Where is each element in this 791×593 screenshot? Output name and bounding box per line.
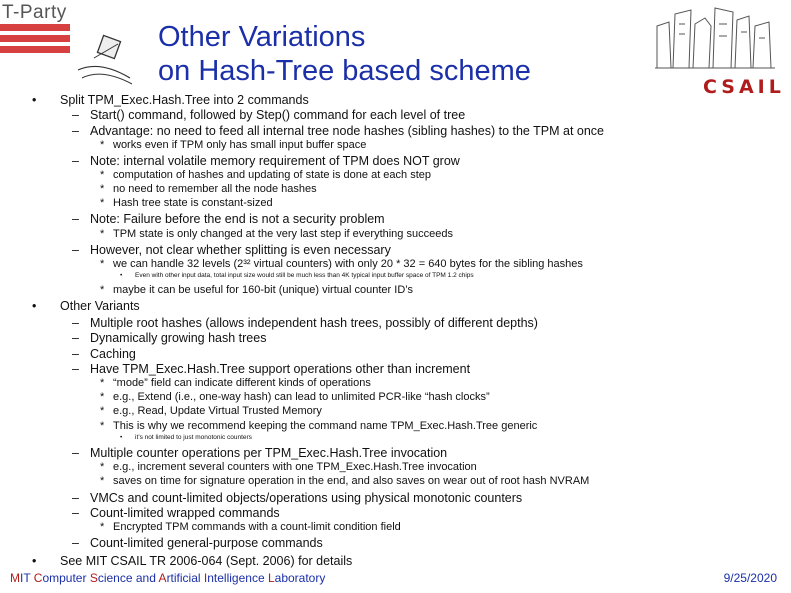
bullet-text: Count-limited wrapped commands — [90, 506, 280, 520]
bullet-text: we can handle 32 levels (2³² virtual counters) with only 20 * 32 = 640 bytes for the sibling hashes — [113, 258, 583, 270]
bullet-level-2 — [90, 212, 385, 226]
bullet-marker: * — [100, 139, 105, 151]
bullet-marker: • — [120, 272, 123, 279]
bullet-text: “mode” field can indicate different kinds of operations — [113, 377, 371, 389]
footer-lab-part: M — [10, 571, 20, 585]
tpm-chip-icon — [70, 30, 140, 90]
bullet-text: VMCs and count-limited objects/operations using physical monotonic counters — [90, 491, 523, 505]
footer-lab-name — [10, 571, 325, 585]
bullet-level-3 — [113, 139, 366, 151]
bullet-text: Multiple root hashes — [90, 316, 202, 330]
bullet-text: maybe it can be useful for 160-bit (unique) virtual counter ID’s — [113, 284, 414, 296]
bullet-marker: – — [72, 536, 79, 550]
bullet-text: Start() command, followed by Step() command for each level of tree — [90, 108, 466, 122]
bullet-level-3 — [113, 475, 589, 487]
bullet-level-3 — [113, 405, 322, 417]
footer-lab-part: omputer — [42, 571, 90, 585]
bullet-text: Other Variants — [60, 299, 140, 313]
bullet-level-2 — [90, 124, 604, 138]
csail-logo-text: CSAIL — [703, 76, 785, 98]
bullet-marker: * — [100, 475, 105, 487]
bullet-marker: – — [72, 124, 79, 138]
bullet-text: saves on time for signature operation in the end, and also saves on wear out of root hash NVRAM — [113, 475, 590, 487]
bullet-level-3 — [113, 183, 317, 195]
bullet-marker: – — [72, 212, 79, 226]
footer-lab-part: IT — [20, 571, 34, 585]
bullet-level-4 — [135, 434, 252, 441]
bullet-level-2 — [90, 362, 470, 376]
bullet-level-2 — [90, 506, 280, 520]
footer-lab-part: cience and — [97, 571, 159, 585]
bullet-level-2 — [90, 243, 391, 257]
title-line-1: Other Variations — [158, 21, 366, 53]
bullet-text: e.g., increment several counters with one TPM_Exec.Hash.Tree invocation — [113, 461, 477, 473]
bullet-marker: • — [32, 93, 37, 107]
bullet-text: See MIT CSAIL TR 2006-064 (Sept. 2006) for details — [60, 554, 353, 568]
bullet-text: works even if TPM only has small input buffer space — [113, 139, 367, 151]
footer-lab-part: L — [267, 571, 275, 585]
bullet-text: TPM state is only changed at the very last step if everything succeeds — [113, 228, 453, 240]
bullet-marker: – — [72, 108, 79, 122]
bullet-level-4 — [135, 272, 474, 279]
bullet-text: Encrypted TPM commands with a count-limit condition field — [113, 521, 401, 533]
stata-center-icon — [645, 4, 785, 74]
bullet-level-2 — [90, 108, 465, 122]
bullet-text: Note: internal volatile memory requirement of TPM does NOT grow — [90, 154, 460, 168]
bullet-level-3 — [113, 258, 583, 270]
bullet-text: However, not clear whether splitting is even necessary — [90, 243, 391, 257]
bullet-text: Have TPM_Exec.Hash.Tree support operations other than increment — [90, 362, 471, 376]
bullet-level-3 — [113, 521, 401, 533]
bullet-level-2 — [90, 536, 323, 550]
bullet-text: e.g., Extend (i.e., one-way hash) can lead to unlimited PCR-like “hash clocks” — [113, 391, 490, 403]
footer-lab-part: C — [33, 571, 43, 585]
bullet-level-3 — [113, 377, 371, 389]
bullet-level-2 — [90, 316, 538, 330]
bullet-marker: – — [72, 362, 79, 376]
bullet-level-1 — [60, 299, 140, 313]
bullet-marker: * — [100, 377, 105, 389]
bullet-level-2 — [90, 446, 447, 460]
footer-date: 9/25/2020 — [723, 571, 777, 585]
bullet-text: This is why we recommend keeping the command name TPM_Exec.Hash.Tree generic — [113, 420, 538, 432]
bullet-level-2 — [90, 491, 522, 505]
bullet-text: e.g., Read, Update Virtual Trusted Memory — [113, 405, 322, 417]
footer-lab-part: S — [89, 571, 98, 585]
bullet-text: it’s not limited to just monotonic counters — [135, 434, 252, 441]
bullet-level-3 — [113, 391, 490, 403]
bullet-level-3 — [113, 169, 431, 181]
bullet-level-2 — [90, 154, 460, 168]
footer-lab-part: ntelligence — [207, 571, 268, 585]
bullet-level-3 — [113, 197, 273, 209]
bullet-marker: – — [72, 243, 79, 257]
bullet-marker: * — [100, 391, 105, 403]
bullet-text: no need to remember all the node hashes — [113, 183, 317, 195]
bullet-text: Dynamically growing hash trees — [90, 331, 267, 345]
t-party-logo-text: T-Party — [2, 2, 67, 23]
bullet-level-3 — [113, 420, 537, 432]
footer-lab-part: I — [203, 571, 208, 585]
bullet-marker: * — [100, 521, 105, 533]
bullet-note: (allows independent hash trees, possibly of different depths) — [201, 316, 538, 330]
csail-logo — [645, 4, 785, 96]
bullet-text: Even with other input data, total input size would still be much less than 4K typical input buffer space of TPM 1.2 chips — [135, 272, 474, 279]
title-line-2: on Hash-Tree based scheme — [158, 55, 531, 87]
bullet-level-1 — [60, 93, 309, 107]
bullet-level-3 — [113, 284, 413, 296]
bullet-marker: – — [72, 446, 79, 460]
bullet-text: Split TPM_Exec.Hash.Tree into 2 commands — [60, 93, 309, 107]
bullet-marker: * — [100, 169, 105, 181]
footer-lab-part: aboratory — [274, 571, 326, 585]
footer-lab-part: A — [158, 571, 167, 585]
bullet-marker: • — [32, 299, 37, 313]
bullet-text: Caching — [90, 347, 136, 361]
bullet-marker: – — [72, 154, 79, 168]
bullet-marker: – — [72, 316, 79, 330]
bullet-marker: * — [100, 228, 105, 240]
bullet-level-2 — [90, 347, 136, 361]
bullet-text: Count-limited general-purpose commands — [90, 536, 323, 550]
bullet-text: computation of hashes and updating of state is done at each step — [113, 169, 432, 181]
bullet-marker: * — [100, 420, 105, 432]
bullet-text: Multiple counter operations per TPM_Exec.Hash.Tree invocation — [90, 446, 448, 460]
bullet-marker: – — [72, 347, 79, 361]
bullet-marker: * — [100, 405, 105, 417]
bullet-level-1 — [60, 554, 352, 568]
logo-stripes — [0, 24, 70, 57]
slide-title — [158, 20, 531, 88]
bullet-marker: – — [72, 506, 79, 520]
t-party-logo — [0, 0, 140, 92]
bullet-marker: • — [32, 554, 37, 568]
footer-lab-part: rtificial — [166, 571, 204, 585]
bullet-marker: • — [120, 434, 123, 441]
bullet-marker: – — [72, 331, 79, 345]
bullet-marker: * — [100, 258, 105, 270]
bullet-text: Note: Failure before the end is not a security problem — [90, 212, 385, 226]
bullet-marker: * — [100, 284, 105, 296]
bullet-text: Hash tree state is constant-sized — [113, 197, 273, 209]
bullet-marker: – — [72, 491, 79, 505]
bullet-level-3 — [113, 228, 453, 240]
bullet-text: Advantage: no need to feed all internal tree node hashes (sibling hashes) to the TPM at once — [90, 124, 604, 138]
bullet-marker: * — [100, 183, 105, 195]
bullet-marker: * — [100, 197, 105, 209]
bullet-level-2 — [90, 331, 266, 345]
bullet-marker: * — [100, 461, 105, 473]
bullet-level-3 — [113, 461, 477, 473]
